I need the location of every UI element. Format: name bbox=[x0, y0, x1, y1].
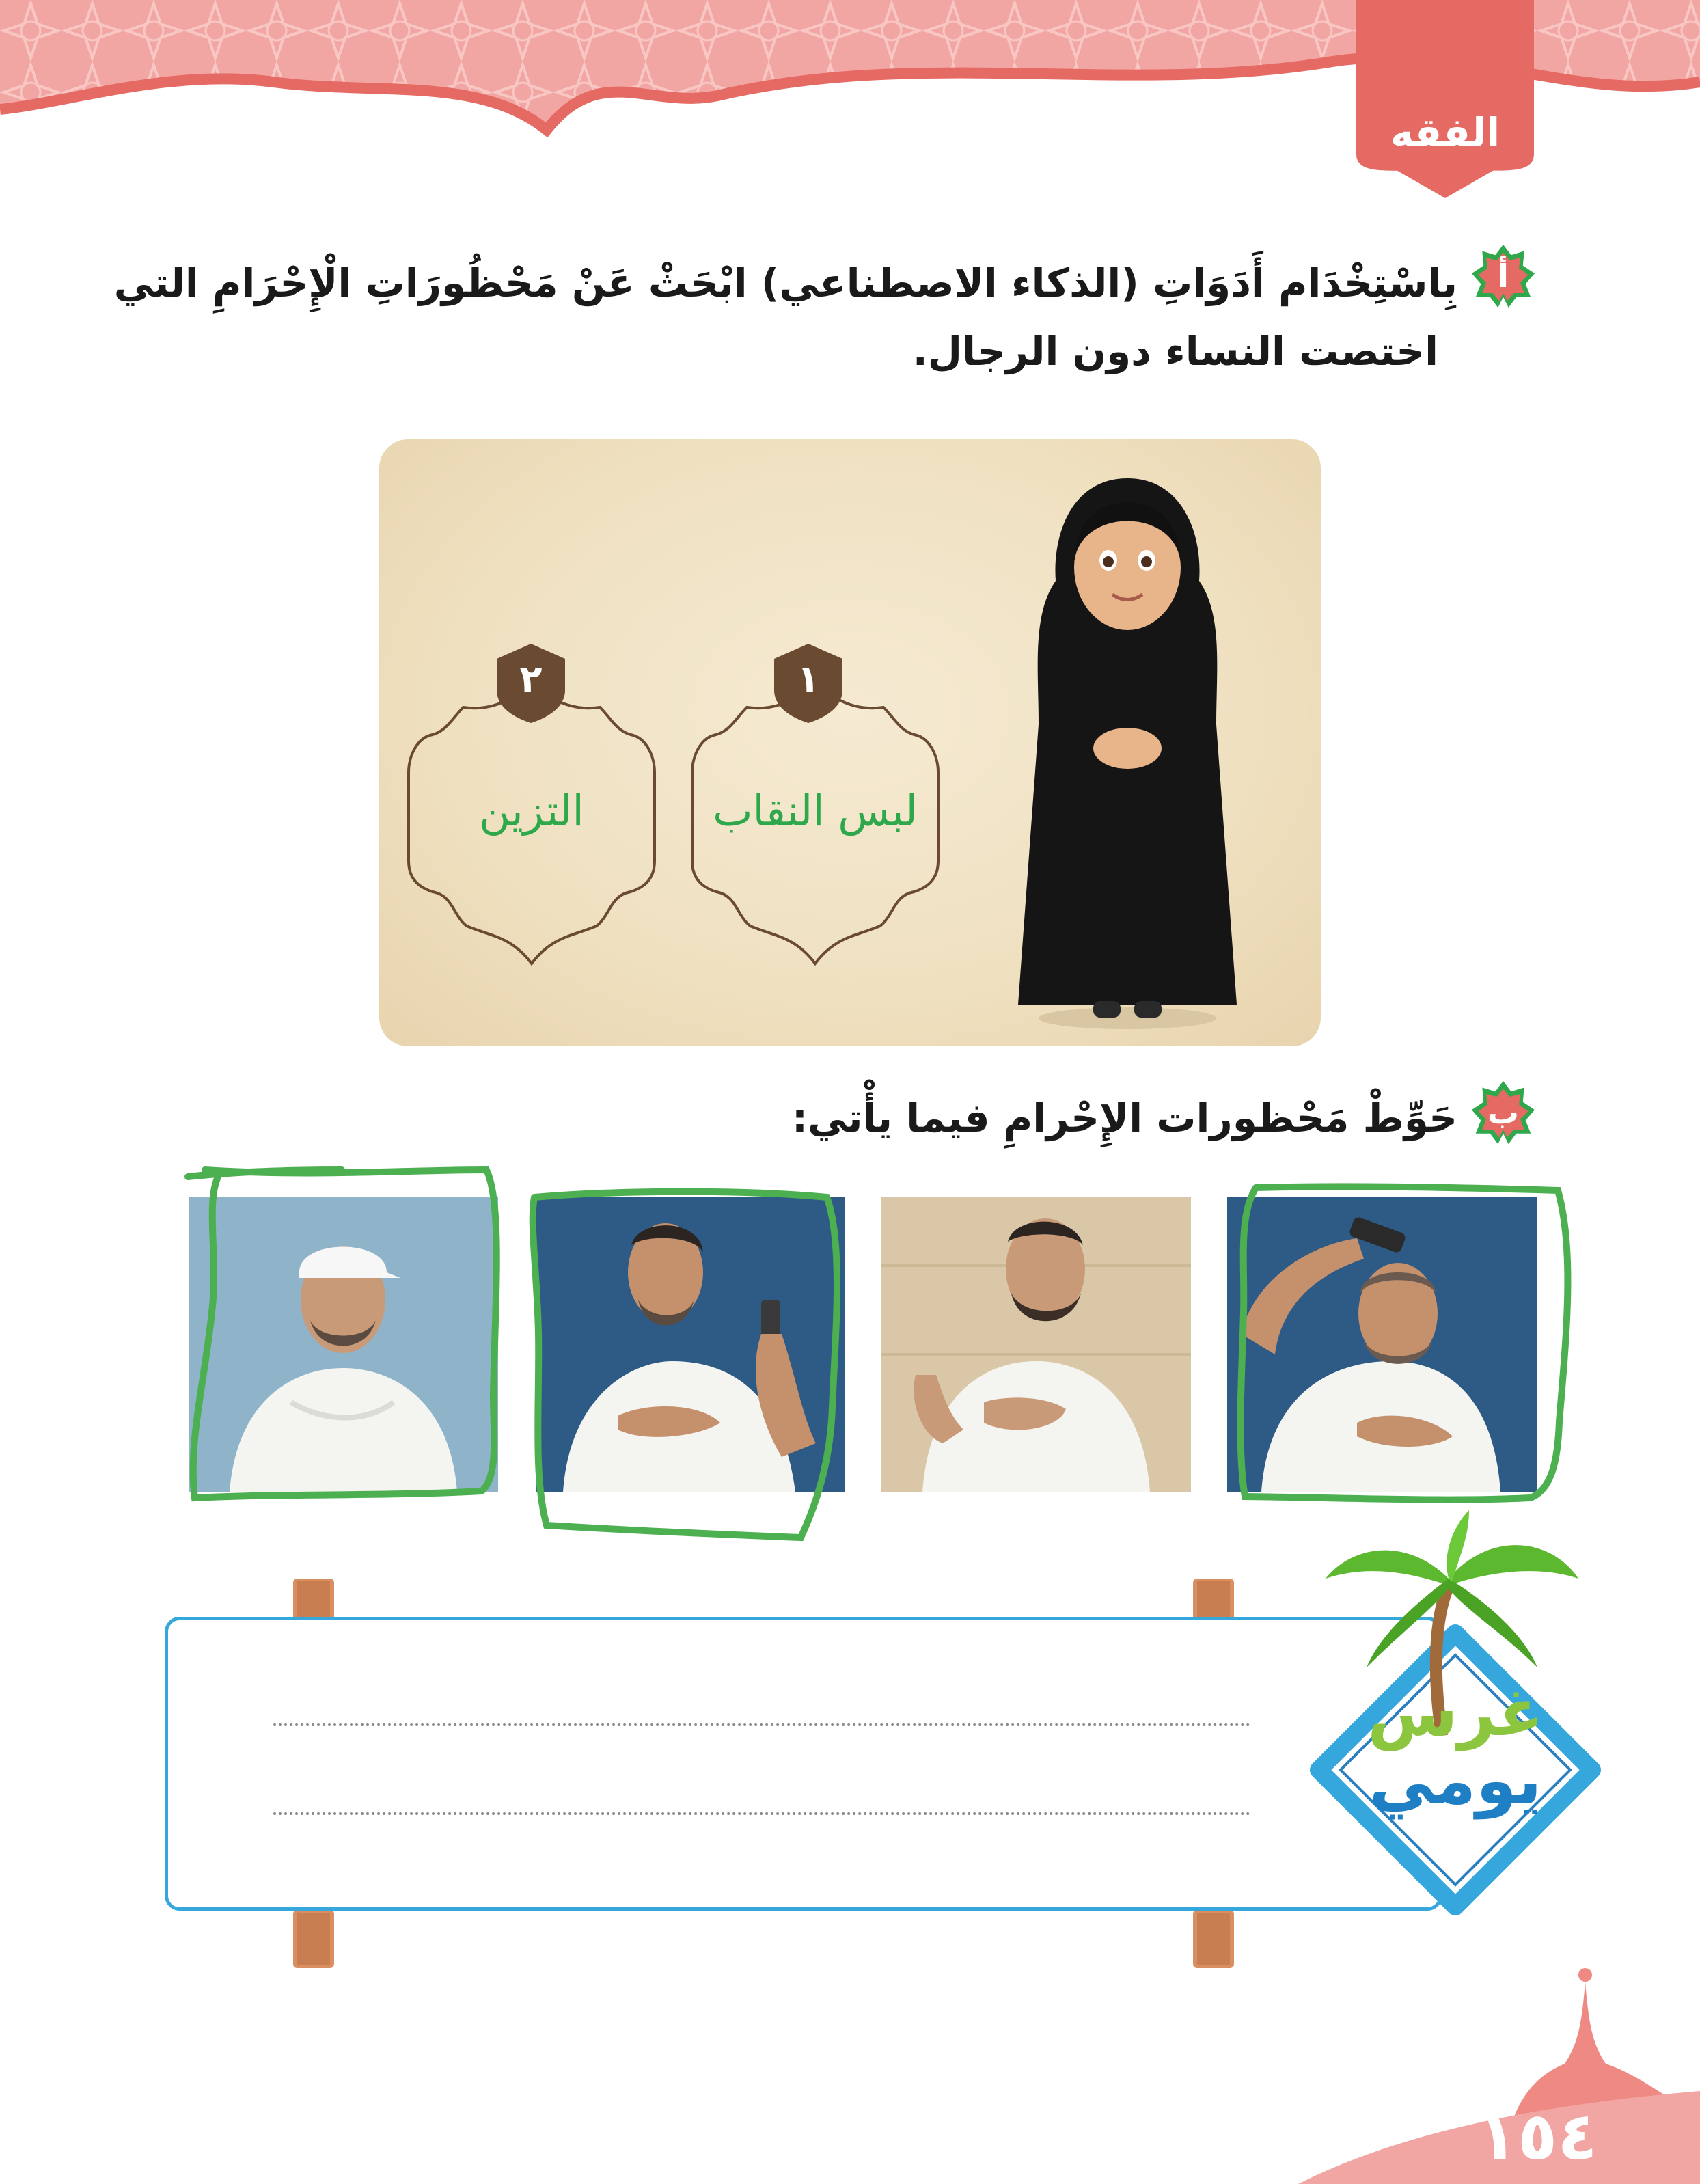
daily-planting-word-1: غرس bbox=[1367, 1674, 1544, 1751]
board-post-right-bottom bbox=[1193, 1910, 1234, 1968]
page-number: ١٥٤ bbox=[1477, 2098, 1598, 2174]
girl-illustration bbox=[991, 465, 1264, 1032]
section-a-letter: أ bbox=[1498, 258, 1509, 295]
daily-planting-word-2: يومي bbox=[1369, 1743, 1542, 1819]
answer-board bbox=[165, 1617, 1442, 1911]
section-b-letter: ب bbox=[1487, 1094, 1520, 1131]
section-b-question: حَوِّطْ مَحْظورات الإِحْرامِ فيما يأْتي: bbox=[791, 1095, 1457, 1141]
board-post-left-bottom bbox=[293, 1910, 334, 1968]
answer-card-1-text: لبس النقاب bbox=[713, 786, 918, 836]
number-badge-2-text: ٢ bbox=[519, 657, 543, 700]
answer-card-2-text: التزين bbox=[479, 786, 584, 836]
subject-title: الفقه bbox=[1390, 109, 1500, 156]
answer-line-1[interactable] bbox=[273, 1723, 1250, 1726]
section-a-question-line1: بِاسْتِخْدَام أَدَوَاتِ (الذكاء الاصطناعي) ابْحَثْ عَنْ مَحْظُورَاتِ الْإِحْرَامِ التي bbox=[113, 260, 1457, 306]
student-circle-marks bbox=[0, 1134, 1700, 1558]
number-badge-1-text: ١ bbox=[797, 657, 820, 700]
answer-line-2[interactable] bbox=[273, 1812, 1250, 1815]
section-a-question-line2: اختصت النساء دون الرجال. bbox=[912, 328, 1438, 374]
subject-tab bbox=[1356, 0, 1534, 198]
